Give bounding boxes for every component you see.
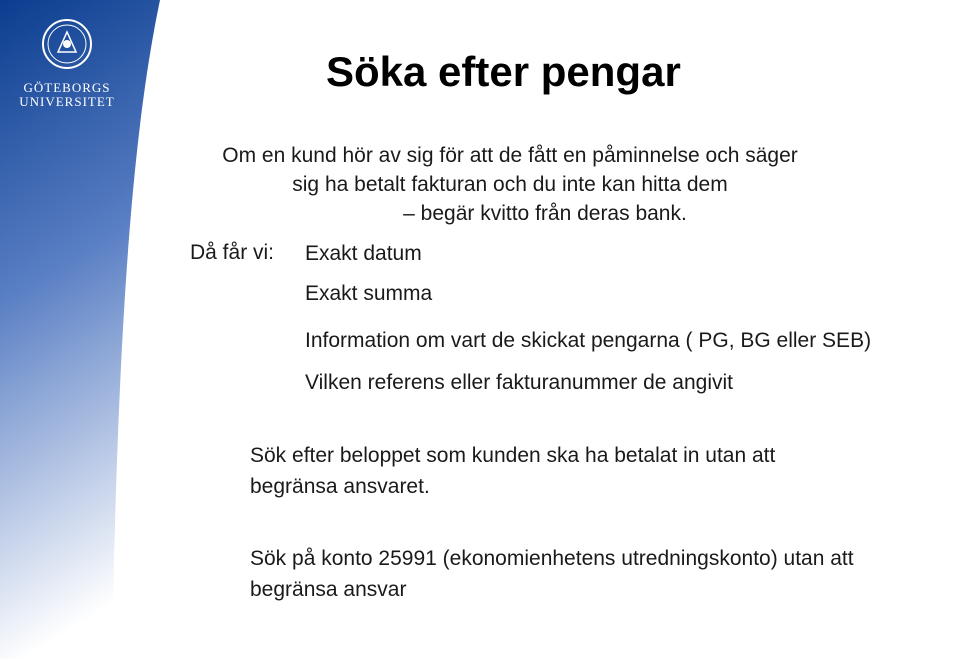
intro-line-3: – begär kvitto från deras bank. [403, 202, 687, 225]
logo-line-2: UNIVERSITET [19, 94, 115, 109]
list-item-reference: Vilken referens eller fakturanummer de angivit [305, 371, 733, 394]
tip-search-account [250, 543, 854, 605]
intro-text [160, 141, 860, 228]
tip-2-line-1: Sök på konto 25991 (ekonomienhetens utredningskonto) utan att [250, 547, 854, 570]
list-label: Då får vi: [190, 241, 275, 264]
tip-search-amount [250, 440, 775, 502]
list-item-info: Information om vart de skickat pengarna ( PG, BG eller SEB) [305, 329, 872, 352]
university-logo [12, 18, 122, 109]
tip-2-line-2: begränsa ansvar [250, 578, 407, 601]
list-item-date: Exakt datum [305, 242, 422, 265]
slide-title: Söka efter pengar [326, 48, 681, 95]
tip-1-line-2: begränsa ansvaret. [250, 475, 430, 498]
logo-line-1: GÖTEBORGS [23, 80, 111, 95]
list-item-sum: Exakt summa [305, 282, 433, 305]
tip-1-line-1: Sök efter beloppet som kunden ska ha betalat in utan att [250, 444, 776, 467]
university-seal-icon [41, 18, 93, 70]
intro-line-1: Om en kund hör av sig för att de fått en påminnelse och säger [222, 144, 798, 167]
intro-line-2: sig ha betalt fakturan och du inte kan hitta dem [292, 173, 728, 196]
